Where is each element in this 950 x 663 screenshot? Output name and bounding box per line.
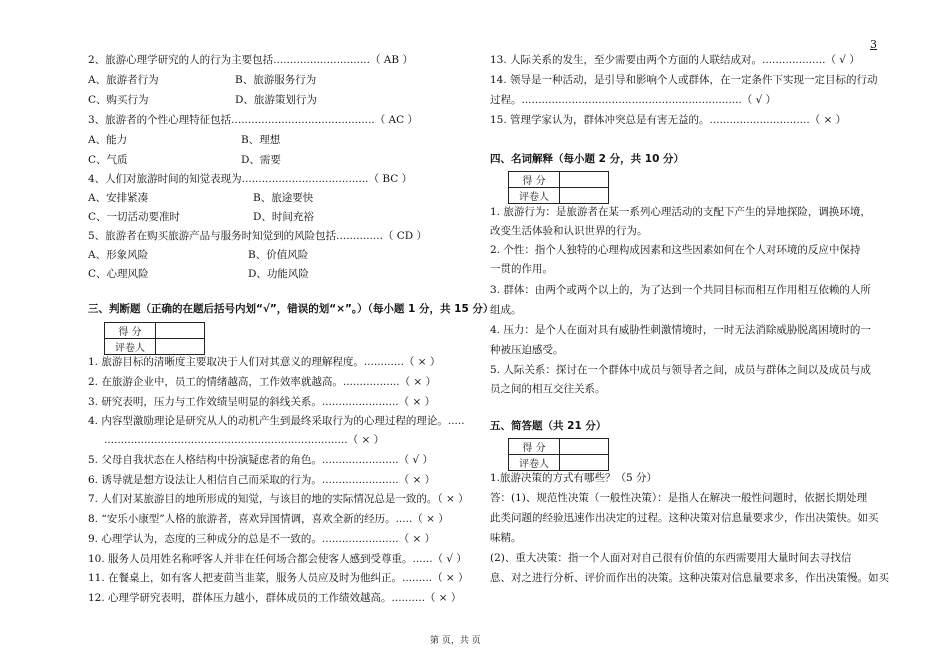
term-line: 改变生活体验和认识世界的行为。 [490, 225, 648, 237]
judge-item: 过程。..................................................................（ √ ） [490, 94, 777, 106]
option: D、时间充裕 [253, 211, 314, 223]
term-line: 5. 人际关系：探讨在一个群体中成员与领导者之间，成员与群体之间以及成员与成 [490, 364, 871, 376]
judge-item: 3. 研究表明，压力与工作效绩呈明显的斜线关系。.......................（ × ） [88, 396, 436, 408]
section-title: 五、简答题（共 21 分） [490, 420, 607, 432]
term-line: 一贯的作用。 [490, 263, 553, 275]
option: C、购买行为 [88, 94, 149, 106]
answer-line: 此类问题的经验迅速作出决定的过程。这种决策对信息量要求少，作出决策快。如买 [490, 512, 879, 524]
option: C、一切活动要准时 [88, 211, 181, 223]
judge-item: 2. 在旅游企业中，员工的情绪越高，工作效率就越高。.................（ × ） [88, 376, 437, 388]
score-table [508, 171, 609, 204]
term-line: 4. 压力：是个人在面对具有威胁性刺激情境时，一时无法消除威胁脱离困境时的一 [490, 324, 871, 336]
term-line: 组成。 [490, 304, 522, 316]
option: C、气质 [88, 154, 128, 166]
term-line: 1. 旅游行为：是旅游者在某一系列心理活动的支配下产生的异地探险，调换环境， [490, 206, 871, 218]
answer-line: 味精。 [490, 532, 522, 544]
answer-line: 息、对之进行分析、评价而作出的决策。这种决策对信息量要求多，作出决策慢。如买 [490, 572, 889, 584]
score-table [104, 322, 205, 355]
score-label: 得 分 [509, 439, 560, 455]
judge-item: 9. 心理学认为，态度的三种成分的总是不一致的。.......................（ × ） [88, 533, 436, 545]
option: B、旅游服务行为 [235, 74, 317, 86]
option: A、能力 [88, 134, 128, 146]
judge-item: 15. 管理学家认为，群体冲突总是有害无益的。..............................（ × ） [490, 114, 847, 126]
option: D、功能风险 [248, 268, 309, 280]
judge-item: 7. 人们对某旅游目的地所形成的知觉，与该目的地的实际情况总是一致的。（ × ） [88, 493, 469, 505]
section-title: 四、名词解释（每小题 2 分，共 10 分） [490, 153, 685, 165]
grader-label: 评卷人 [509, 188, 560, 204]
grader-cell[interactable] [156, 339, 205, 355]
judge-item: .........................................................................（ × ） [104, 434, 385, 446]
grader-cell[interactable] [560, 455, 609, 471]
judge-item: 10. 服务人员用姓名称呼客人并非在任何场合都会使客人感到受尊重。......（ √ ） [88, 553, 467, 565]
score-cell[interactable] [156, 323, 205, 339]
option: B、理想 [241, 134, 281, 146]
term-line: 员之间的相互交往关系。 [490, 383, 606, 395]
judge-item: 11. 在餐桌上，如有客人把麦茴当韭菜，服务人员应及时为他纠正。.........（ × ） [88, 572, 469, 584]
answer-line: 答：(1)、规范性决策（一般性决策）：是指人在解决一般性问题时，依据长期处理 [490, 492, 868, 504]
option: C、心理风险 [88, 268, 149, 280]
question-line: 3、旅游者的个性心理特征包括...........................................（ AC ） [88, 114, 418, 126]
judge-item: 5. 父母自我状态在人格结构中扮演疑虑者的角色。.......................（ √ ） [88, 454, 433, 466]
option: A、旅游者行为 [88, 74, 159, 86]
option: B、旅途要快 [253, 192, 314, 204]
page-number: 3 [870, 38, 877, 51]
option: D、需要 [241, 154, 281, 166]
judge-item: 14. 领导是一种活动，是引导和影响个人或群体，在一定条件下实现一定目标的行动 [490, 74, 878, 86]
score-table [508, 438, 609, 471]
term-line: 2. 个性：指个人独特的心理构成因素和这些因素如何在个人对环境的反应中保持 [490, 244, 861, 256]
question-line: 4、人们对旅游时间的知觉表现为......................................（ BC ） [88, 173, 413, 185]
term-line: 3. 群体：由两个或两个以上的，为了达到一个共同目标而相互作用相互依赖的人所 [490, 284, 871, 296]
option: A、形象风险 [88, 249, 149, 261]
score-cell[interactable] [560, 439, 609, 455]
judge-item: 8. “安乐小康型”人格的旅游者，喜欢异国情调，喜欢全新的经历。.....（ × ） [88, 513, 449, 525]
judge-item: 4. 内容型激励理论是研究从人的动机产生到最终采取行为的心理过程的理论。..... [88, 415, 465, 427]
grader-label: 评卷人 [105, 339, 156, 355]
score-cell[interactable] [560, 172, 609, 188]
judge-item: 6. 诱导就是想方设法让人相信自己而采取的行为。.......................（ × ） [88, 474, 436, 486]
judge-item: 1. 旅游目标的清晰度主要取决于人们对其意义的理解程度。............（ × ） [88, 356, 441, 368]
section-title: 三、判断题（正确的在题后括号内划“√”，错误的划“×”。）（每小题 1 分，共 15 分） [88, 303, 494, 315]
grader-label: 评卷人 [509, 455, 560, 471]
question-line: 2、旅游心理学研究的人的行为主要包括.............................（ AB ） [88, 54, 413, 66]
option: D、旅游策划行为 [235, 94, 317, 106]
answer-line: (2)、重大决策：指一个人面对对自己很有价值的东西需要用大量时间去寻找信 [490, 552, 852, 564]
option: A、安排紧凑 [88, 192, 149, 204]
option: B、价值风险 [248, 249, 309, 261]
grader-cell[interactable] [560, 188, 609, 204]
score-label: 得 分 [509, 172, 560, 188]
score-label: 得 分 [105, 323, 156, 339]
page-footer: 第 页，共 页 [430, 636, 481, 646]
answer-line: 1.旅游决策的方式有哪些？（5 分） [490, 472, 658, 484]
question-line: 5、旅游者在购买旅游产品与服务时知觉到的风险包括..............（ CD ） [88, 230, 428, 242]
judge-item: 13. 人际关系的发生，至少需要由两个方面的人联结成对。...................（ √ ） [490, 54, 860, 66]
judge-item: 12. 心理学研究表明，群体压力越小，群体成员的工作绩效越高。..........（ × ） [88, 592, 462, 604]
term-line: 种被压迫感受。 [490, 344, 564, 356]
